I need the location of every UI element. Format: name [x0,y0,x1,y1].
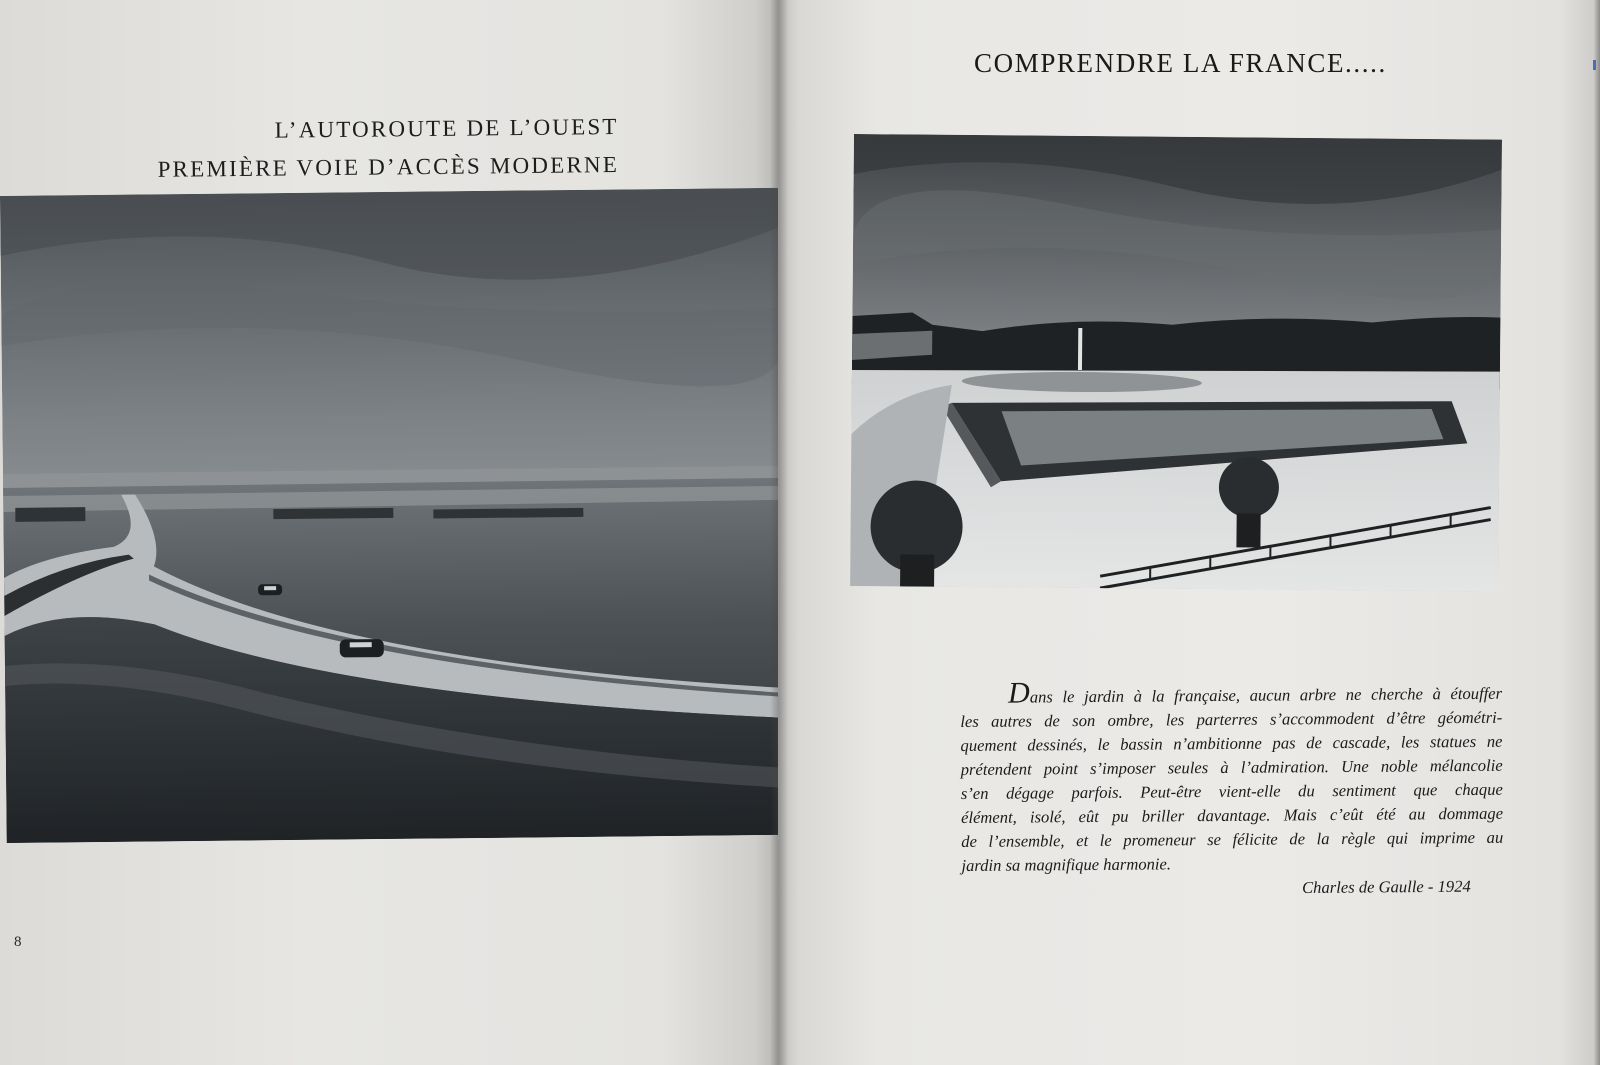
highway-photo [0,188,778,843]
book-gutter [770,0,788,1065]
quote-line-6: élément, isolé, eût pu briller davantage. Mais c’eût été au dommage [960,803,1504,827]
quote-line-5: s’en dégage parfois. Peut-être vient-elle du sentiment que chaque [960,779,1503,803]
garden-photo [850,134,1502,592]
quote-line-4: prétendent point s’imposer seules à l’admiration. Une noble mélancolie [960,755,1503,779]
quote-line-7: de l’ensemble, et le promeneur se félicite de la règle qui imprime au [961,827,1504,851]
right-page-title: COMPRENDRE LA FRANCE..... [974,48,1387,78]
quote-line-2: les autres de son ombre, les parterres s’accommodent d’être géométri- [960,707,1503,731]
blue-edge-mark [1593,60,1596,70]
left-page [0,0,778,1065]
quote-author: Charles de Gaulle - 1924 [1302,876,1471,897]
left-title-line-1: L’AUTOROUTE DE L’OUEST [274,113,619,143]
page-number: 8 [14,934,22,950]
left-page-title [157,108,619,189]
quote-line-3: quement dessinés, le bassin n’ambitionne pas de cascade, les statues ne [960,731,1503,755]
garden-photo-image [850,134,1502,592]
quote-drop-cap: D [1007,676,1030,710]
de-gaulle-quote [960,676,1504,878]
page-edge [1594,0,1600,1065]
quote-line-1-text: ans le jardin à la française, aucun arbre ne cherche à étouffer [1029,683,1503,707]
highway-photo-image [0,188,778,843]
left-title-line-2: PREMIÈRE VOIE D’ACCÈS MODERNE [157,151,619,182]
quote-line-8: jardin sa magnifique harmonie. [961,854,1172,875]
right-page [778,0,1600,1065]
